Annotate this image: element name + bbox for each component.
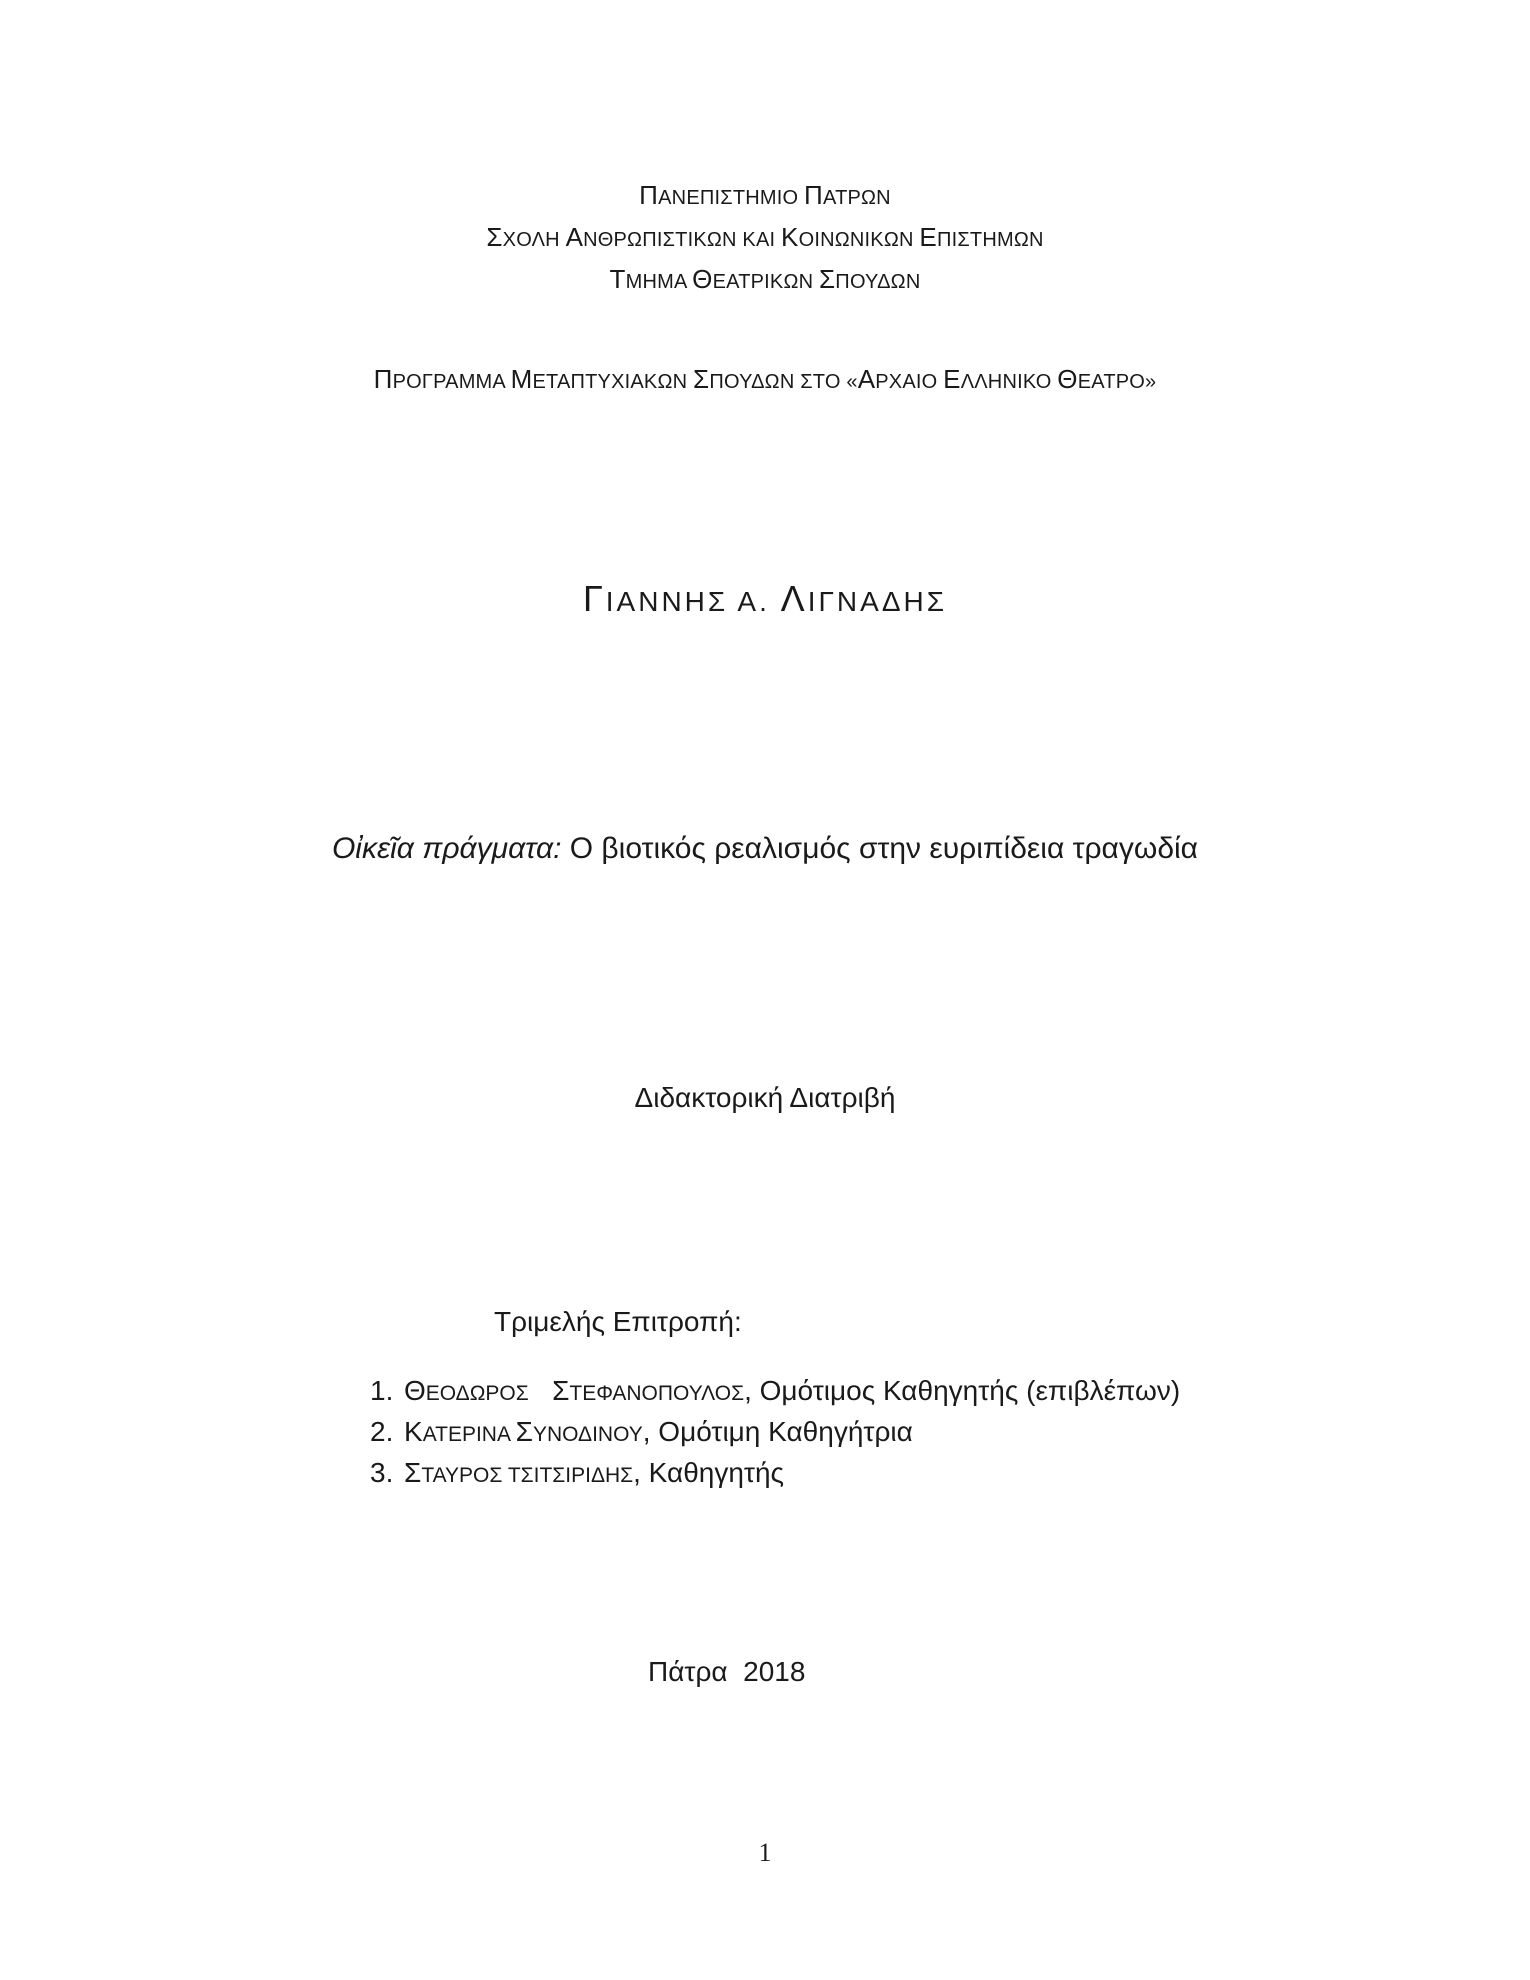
text-fragment: ΕΑΤΡΟ» (1077, 371, 1157, 393)
text-fragment: ΠΟΥΔΩΝ (835, 271, 921, 293)
text-fragment: Θ (692, 264, 713, 294)
text-fragment: Α (857, 364, 876, 394)
text-fragment: Τ (609, 264, 626, 294)
text-fragment: Γ (582, 578, 606, 619)
place-date: Πάτρα 2018 (648, 1656, 806, 1687)
author-name (0, 578, 1530, 620)
text-fragment (529, 1375, 552, 1406)
text-fragment: ΙΑΝΝΗΣ Α. (605, 586, 781, 617)
text-fragment: Ε (943, 364, 961, 394)
text-fragment: Σ (515, 1416, 533, 1447)
committee-heading: Τριμελής Επιτροπή: (494, 1306, 742, 1337)
list-number: 1. (370, 1375, 394, 1406)
committee-member (370, 1454, 1180, 1495)
text-fragment: Π (373, 364, 393, 394)
text-fragment: ΑΝΕΠΙΣΤΗΜΙΟ (658, 187, 805, 209)
text-fragment: ΕΑΤΡΙΚΩΝ (712, 271, 820, 293)
text-fragment: ΙΓΝΑΔΗΣ (807, 586, 948, 617)
text-fragment: Π (804, 180, 824, 210)
text-fragment: Σ (486, 222, 503, 252)
program-name (0, 364, 1530, 395)
thesis-title-italic: Οἰκεῖα πράγματα: (331, 832, 562, 865)
university-name (0, 180, 1530, 211)
text-fragment: Κ (781, 222, 799, 252)
department-name (0, 264, 1530, 295)
text-fragment: ΕΟΔΩΡΟΣ (425, 1382, 529, 1405)
text-fragment: ΛΛΗΝΙΚΟ (960, 371, 1058, 393)
thesis-type: Διδακτορική Διατριβή (634, 1082, 896, 1113)
text-fragment: Κ (404, 1416, 423, 1447)
text-fragment: ΑΤΡΩΝ (823, 187, 891, 209)
text-fragment: ΧΟΛΗ (502, 229, 566, 251)
text-fragment: Θ (404, 1375, 426, 1406)
text-fragment: ΜΗΜΑ (625, 271, 693, 293)
text-fragment: ΑΤΕΡΙΝΑ (422, 1423, 516, 1446)
text-fragment: ΝΘΡΩΠΙΣΤΙΚΩΝ ΚΑΙ (583, 229, 782, 251)
text-fragment: , Καθηγητής (633, 1457, 785, 1488)
thesis-title (0, 832, 1530, 866)
committee-list (370, 1372, 1180, 1495)
text-fragment: Α (565, 222, 584, 252)
text-fragment: ΕΤΑΠΤΥΧΙΑΚΩΝ (532, 371, 694, 393)
text-fragment: ΤΕΦΑΝΟΠΟΥΛΟΣ (569, 1382, 745, 1405)
text-fragment: ΥΝΟΔΙΝΟΥ (532, 1423, 643, 1446)
text-fragment: Λ (780, 578, 808, 619)
text-fragment: Μ (510, 364, 533, 394)
text-fragment: Σ (693, 364, 710, 394)
text-fragment: Σ (819, 264, 836, 294)
text-fragment: , Ομότιμος Καθηγητής (επιβλέπων) (744, 1375, 1181, 1406)
text-fragment: Σ (404, 1457, 422, 1488)
school-name (0, 222, 1530, 253)
thesis-title-rest: Ο βιοτικός ρεαλισμός στην ευριπίδεια τραγωδία (561, 832, 1199, 865)
text-fragment: , Ομότιμη Καθηγήτρια (642, 1416, 913, 1447)
text-fragment: ΠΙΣΤΗΜΩΝ (936, 229, 1044, 251)
text-fragment: ΤΑΥΡΟΣ ΤΣΙΤΣΙΡΙΔΗΣ (421, 1464, 634, 1487)
committee-member (370, 1413, 1180, 1454)
text-fragment: ΠΟΥΔΩΝ ΣΤΟ « (709, 371, 858, 393)
text-fragment: ΟΙΝΩΝΙΚΩΝ (798, 229, 920, 251)
list-number: 2. (370, 1416, 394, 1447)
text-fragment: Π (639, 180, 659, 210)
text-fragment: Ε (919, 222, 937, 252)
committee-member (370, 1372, 1180, 1413)
list-number: 3. (370, 1457, 394, 1488)
text-fragment: ΡΟΓΡΑΜΜΑ (392, 371, 511, 393)
page-number: 1 (758, 1838, 772, 1867)
text-fragment: ΡΧΑΙΟ (875, 371, 944, 393)
text-fragment: Θ (1057, 364, 1078, 394)
text-fragment: Σ (552, 1375, 570, 1406)
